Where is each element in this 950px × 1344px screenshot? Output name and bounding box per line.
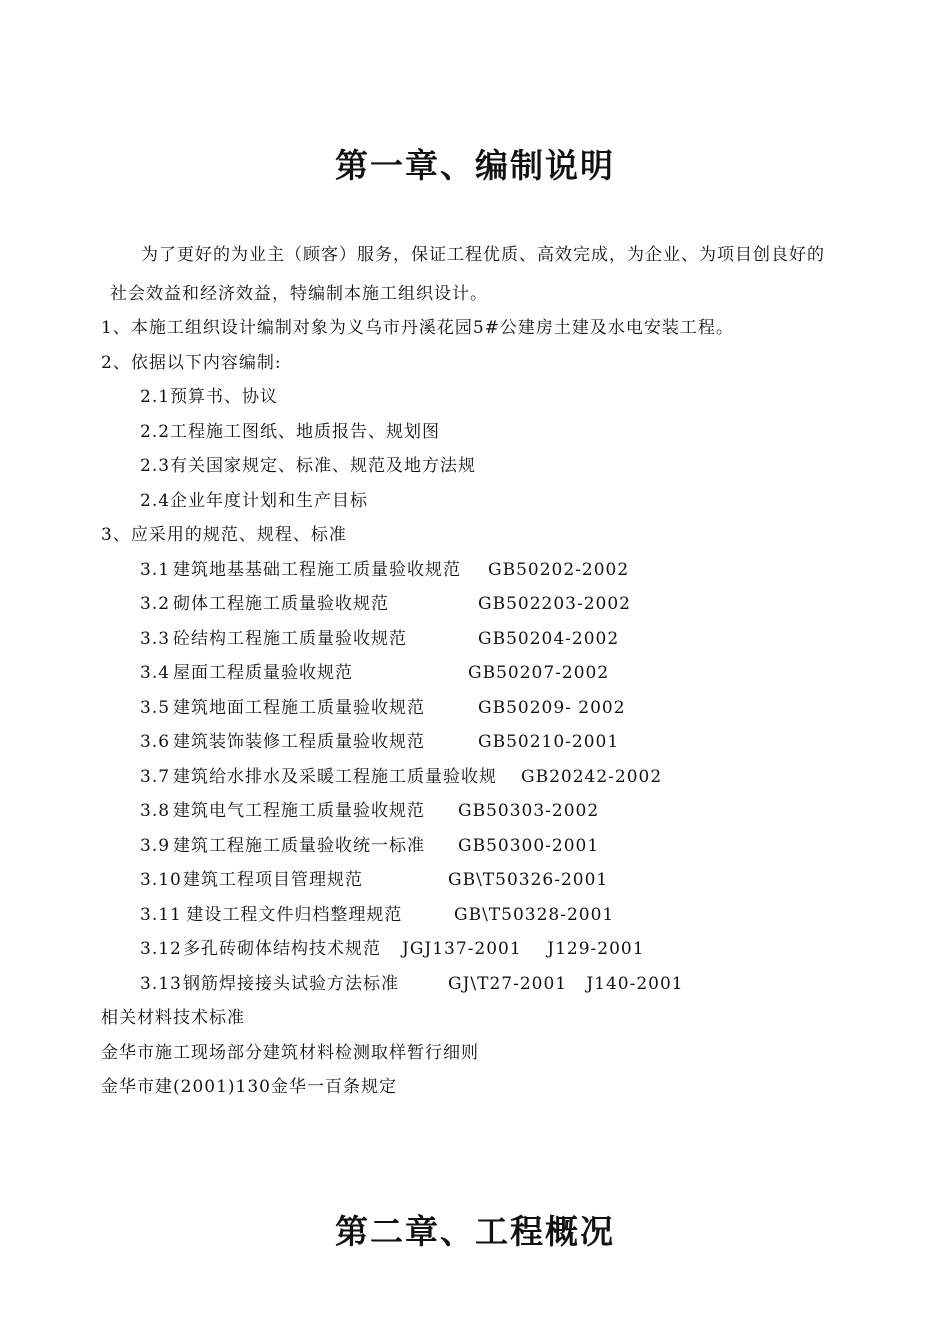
standard-name: 建筑装饰装修工程质量验收规范 xyxy=(173,732,425,752)
item-2-sub: 2.2工程施工图纸、地质报告、规划图 xyxy=(140,422,441,442)
standard-name: 砌体工程施工质量验收规范 xyxy=(173,594,389,614)
item-2-heading: 2、依据以下内容编制: xyxy=(101,353,282,373)
standard-name: 砼结构工程施工质量验收规范 xyxy=(173,629,407,649)
chapter-2-title: 第二章、工程概况 xyxy=(335,1212,615,1251)
standard-number: 3.13 xyxy=(140,974,182,994)
standard-number: 3.9 xyxy=(140,836,171,856)
related-standards-line: 相关材料技术标准 xyxy=(101,1008,245,1028)
standard-name: 多孔砖砌体结构技术规范 xyxy=(183,939,381,959)
standard-name: 建筑工程项目管理规范 xyxy=(183,870,363,890)
chapter-1-title: 第一章、编制说明 xyxy=(335,146,615,185)
standard-number: 3.11 xyxy=(140,905,182,925)
intro-paragraph-line-2: 社会效益和经济效益，特编制本施工组织设计。 xyxy=(110,284,488,304)
standard-code: GJ\T27-2001 J140-2001 xyxy=(448,974,684,994)
standard-name: 屋面工程质量验收规范 xyxy=(173,663,353,683)
standard-name: 建设工程文件归档整理规范 xyxy=(180,905,403,925)
standard-name: 建筑工程施工质量验收统一标准 xyxy=(173,836,425,856)
item-2-sub: 2.4企业年度计划和生产目标 xyxy=(140,491,369,511)
standard-name: 建筑地面工程施工质量验收规范 xyxy=(173,698,425,718)
item-2-sub: 2.1预算书、协议 xyxy=(140,387,279,407)
item-1-text: 1、本施工组织设计编制对象为义乌市丹溪花园5#公建房土建及水电安装工程。 xyxy=(101,318,734,338)
standard-name: 建筑地基基础工程施工质量验收规范 xyxy=(173,560,461,580)
standard-name: 钢筋焊接接头试验方法标准 xyxy=(183,974,399,994)
standard-code: GB50210-2001 xyxy=(478,732,620,752)
related-standards-line: 金华市建(2001)130金华一百条规定 xyxy=(101,1077,397,1097)
standard-code: JGJ137-2001 J129-2001 xyxy=(402,939,645,959)
standard-number: 3.5 xyxy=(140,698,171,718)
standard-code: GB50202-2002 xyxy=(488,560,630,580)
related-standards-line: 金华市施工现场部分建筑材料检测取样暂行细则 xyxy=(101,1043,479,1063)
standard-code: GB50303-2002 xyxy=(458,801,600,821)
standard-code: GB20242-2002 xyxy=(521,767,663,787)
standard-name: 建筑给水排水及采暖工程施工质量验收规 xyxy=(173,767,497,787)
standard-code: GB\T50326-2001 xyxy=(448,870,609,890)
standard-number: 3.3 xyxy=(140,629,171,649)
item-2-sub: 2.3有关国家规定、标准、规范及地方法规 xyxy=(140,456,477,476)
standard-code: GB50207-2002 xyxy=(468,663,610,683)
standard-code: GB50300-2001 xyxy=(458,836,600,856)
standard-number: 3.4 xyxy=(140,663,171,683)
standard-number: 3.2 xyxy=(140,594,171,614)
standard-code: GB502203-2002 xyxy=(478,594,631,614)
standard-code: GB\T50328-2001 xyxy=(454,905,615,925)
standard-number: 3.1 xyxy=(140,560,171,580)
standard-name: 建筑电气工程施工质量验收规范 xyxy=(173,801,425,821)
intro-paragraph-line-1: 为了更好的为业主（顾客）服务，保证工程优质、高效完成，为企业、为项目创良好的 xyxy=(141,245,825,265)
standard-code: GB50209- 2002 xyxy=(478,698,626,718)
standard-number: 3.7 xyxy=(140,767,171,787)
standard-code: GB50204-2002 xyxy=(478,629,620,649)
standard-number: 3.10 xyxy=(140,870,182,890)
standard-number: 3.6 xyxy=(140,732,171,752)
standard-number: 3.8 xyxy=(140,801,171,821)
item-3-heading: 3、应采用的规范、规程、标准 xyxy=(101,525,347,545)
standard-number: 3.12 xyxy=(140,939,182,959)
